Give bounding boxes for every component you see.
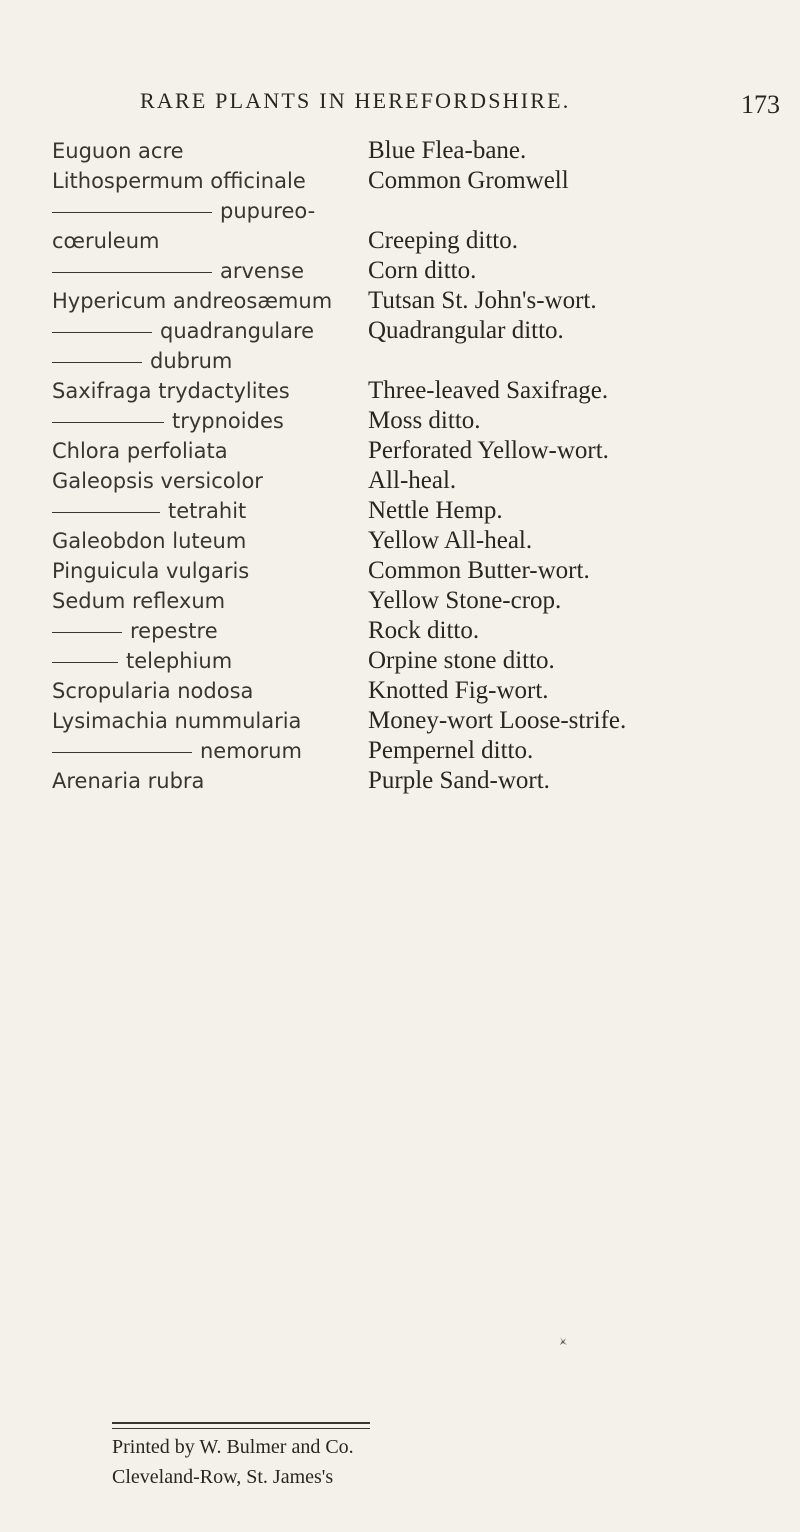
ditto-dash (52, 632, 122, 633)
english-name: Knotted Fig-wort. (368, 677, 549, 704)
latin-name: telephium (52, 646, 372, 676)
imprint-line: Printed by W. Bulmer and Co. (112, 1436, 354, 1458)
ditto-dash (52, 272, 212, 273)
latin-name: pupureo- (52, 196, 372, 226)
ditto-dash (52, 332, 152, 333)
english-name (368, 346, 788, 376)
english-name: Blue Flea-bane. (368, 137, 527, 164)
latin-name: Scropularia nodosa (52, 679, 254, 703)
latin-name: Chlora perfoliata (52, 439, 228, 463)
english-name: Pempernel ditto. (368, 737, 534, 764)
latin-name: Galeobdon luteum (52, 529, 247, 553)
printer-imprint (112, 1422, 382, 1489)
ink-speck-icon (558, 1336, 568, 1346)
english-name: Money-wort Loose-strife. (368, 707, 627, 734)
latin-name: quadrangulare (52, 316, 372, 346)
english-name: All-heal. (368, 467, 457, 494)
english-name: Corn ditto. (368, 257, 477, 284)
ditto-dash (52, 212, 212, 213)
latin-name: Galeopsis versicolor (52, 469, 263, 493)
imprint-line: Cleveland-Row, St. James's (112, 1466, 334, 1488)
english-name: Quadrangular ditto. (368, 317, 564, 344)
ditto-dash (52, 512, 160, 513)
latin-name: arvense (52, 256, 372, 286)
imprint-rule (112, 1428, 370, 1429)
latin-name: dubrum (52, 346, 372, 376)
latin-name: trypnoides (52, 406, 372, 436)
english-name: Common Butter-wort. (368, 557, 590, 584)
latin-name: tetrahit (52, 496, 372, 526)
imprint-rule (112, 1422, 370, 1424)
latin-name: repestre (52, 616, 372, 646)
latin-name: Lithospermum officinale (52, 169, 306, 193)
english-name: Yellow Stone-crop. (368, 587, 562, 614)
latin-name: Sedum reflexum (52, 589, 226, 613)
english-name: Nettle Hemp. (368, 497, 503, 524)
latin-name: Pinguicula vulgaris (52, 559, 250, 583)
english-names-column (368, 136, 788, 796)
english-name: Orpine stone ditto. (368, 647, 555, 674)
english-name (368, 196, 788, 226)
english-name: Rock ditto. (368, 617, 480, 644)
ditto-dash (52, 362, 142, 363)
latin-name: cœruleum (52, 229, 160, 253)
english-name: Yellow All-heal. (368, 527, 533, 554)
page-number: 173 (741, 90, 780, 119)
ditto-dash (52, 752, 192, 753)
latin-name: Saxifraga trydactylites (52, 379, 290, 403)
english-name: Purple Sand-wort. (368, 767, 550, 794)
ditto-dash (52, 662, 118, 663)
latin-name: Arenaria rubra (52, 769, 205, 793)
latin-name: Euguon acre (52, 139, 184, 163)
english-name: Perforated Yellow-wort. (368, 437, 609, 464)
latin-name: Hypericum andreosæmum (52, 289, 333, 313)
running-title: RARE PLANTS IN HEREFORDSHIRE. (140, 88, 571, 113)
english-name: Moss ditto. (368, 407, 481, 434)
latin-name: nemorum (52, 736, 372, 766)
english-name: Creeping ditto. (368, 227, 518, 254)
english-name: Three-leaved Saxifrage. (368, 377, 609, 404)
english-name: Tutsan St. John's-wort. (368, 287, 597, 314)
latin-names-column (52, 136, 372, 796)
latin-name: Lysimachia nummularia (52, 709, 302, 733)
english-name: Common Gromwell (368, 167, 569, 194)
ditto-dash (52, 422, 164, 423)
